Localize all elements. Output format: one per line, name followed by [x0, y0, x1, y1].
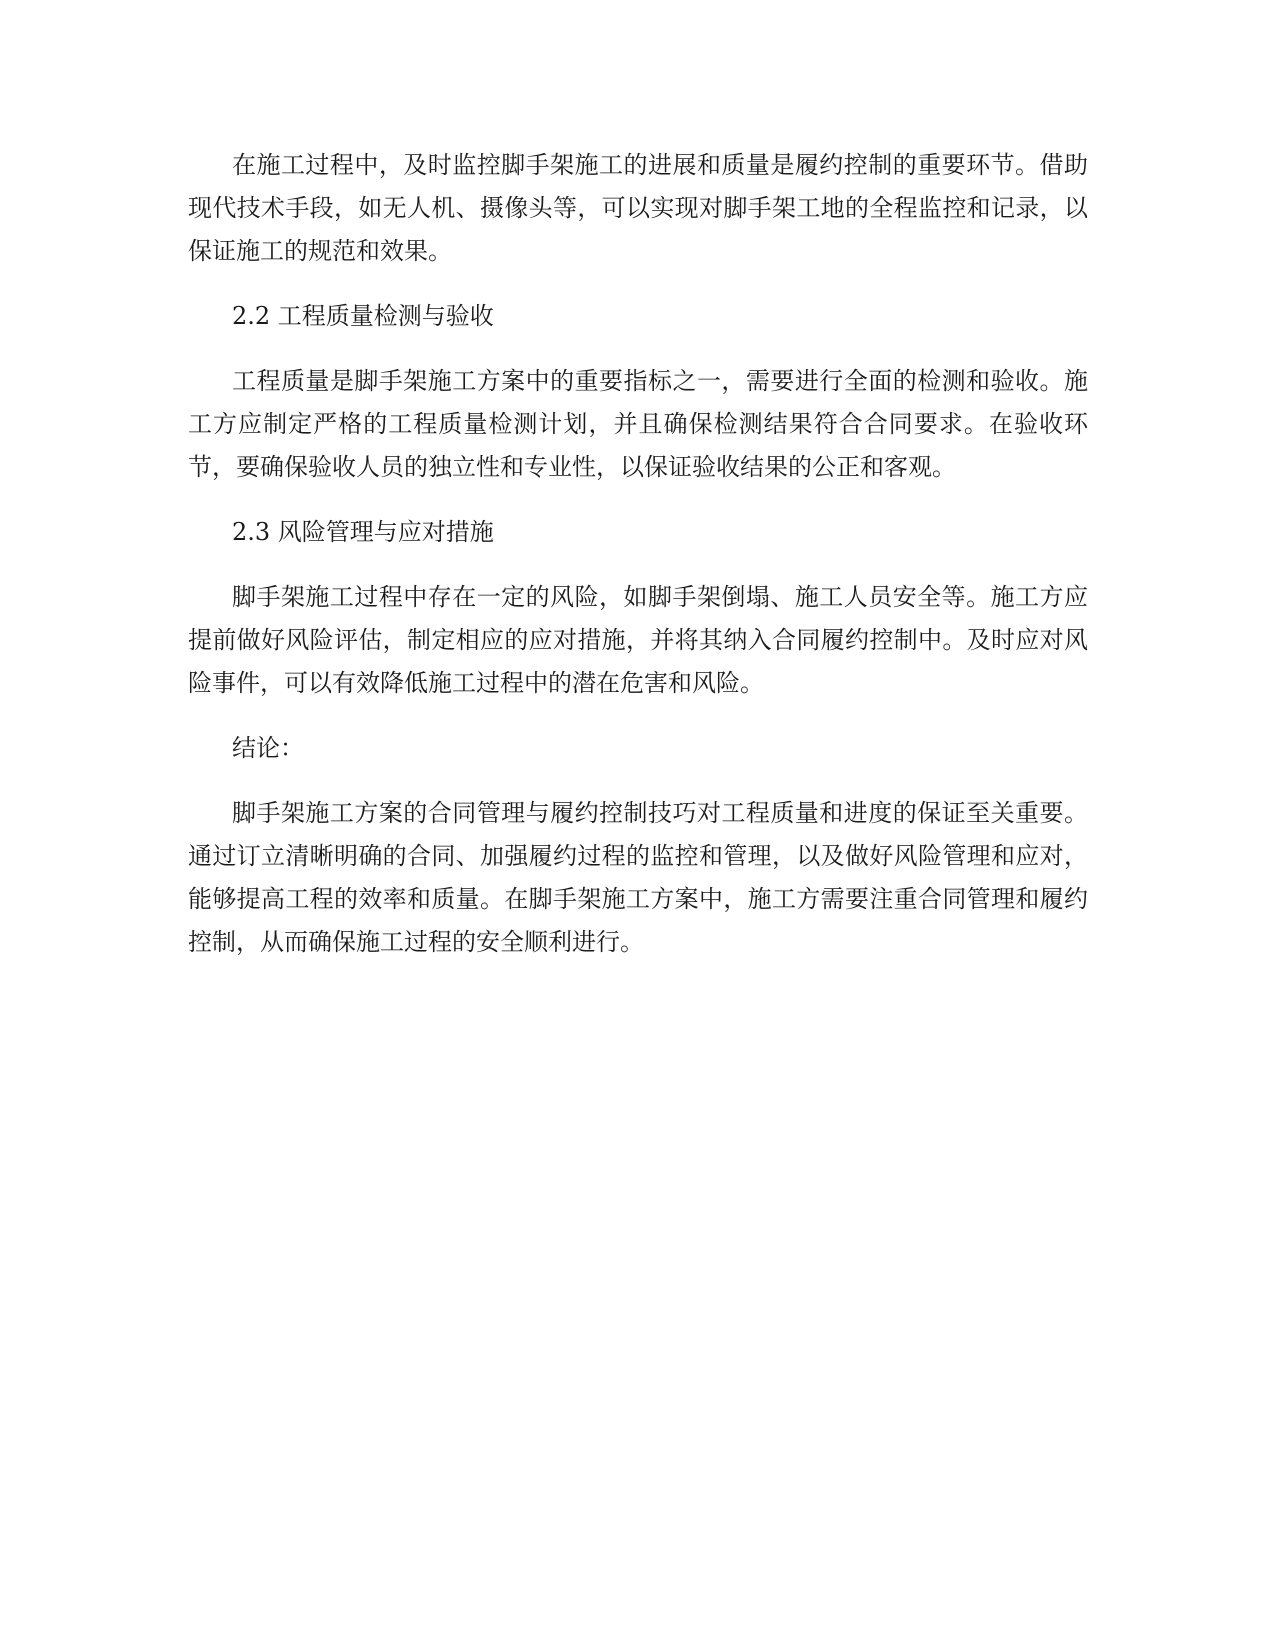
paragraph-conclusion: 脚手架施工方案的合同管理与履约控制技巧对工程质量和进度的保证至关重要。通过订立清晰明确的合同、加强履约过程的监控和管理，以及做好风险管理和应对，能够提高工程的效率和质量。在脚手架施工方案中，施工方需要注重合同管理和履约控制，从而确保施工过程的安全顺利进行。 — [188, 799, 1088, 956]
paragraph-monitoring: 在施工过程中，及时监控脚手架施工的进展和质量是履约控制的重要环节。借助现代技术手段，如无人机、摄像头等，可以实现对脚手架工地的全程监控和记录，以保证施工的规范和效果。 — [188, 151, 1088, 265]
paragraph-risk-management: 脚手架施工过程中存在一定的风险，如脚手架倒塌、施工人员安全等。施工方应提前做好风险评估，制定相应的应对措施，并将其纳入合同履约控制中。及时应对风险事件，可以有效降低施工过程中的潜在危害和风险。 — [188, 583, 1088, 697]
paragraph-quality-inspection: 工程质量是脚手架施工方案中的重要指标之一，需要进行全面的检测和验收。施工方应制定严格的工程质量检测计划，并且确保检测结果符合合同要求。在验收环节，要确保验收人员的独立性和专业性，以保证验收结果的公正和客观。 — [188, 367, 1088, 481]
conclusion-heading: 结论： — [232, 734, 304, 762]
section-heading-2-2: 2.2 工程质量检测与验收 — [232, 302, 494, 330]
section-heading-2-3: 2.3 风险管理与应对措施 — [232, 518, 494, 546]
document-body — [188, 144, 1088, 986]
